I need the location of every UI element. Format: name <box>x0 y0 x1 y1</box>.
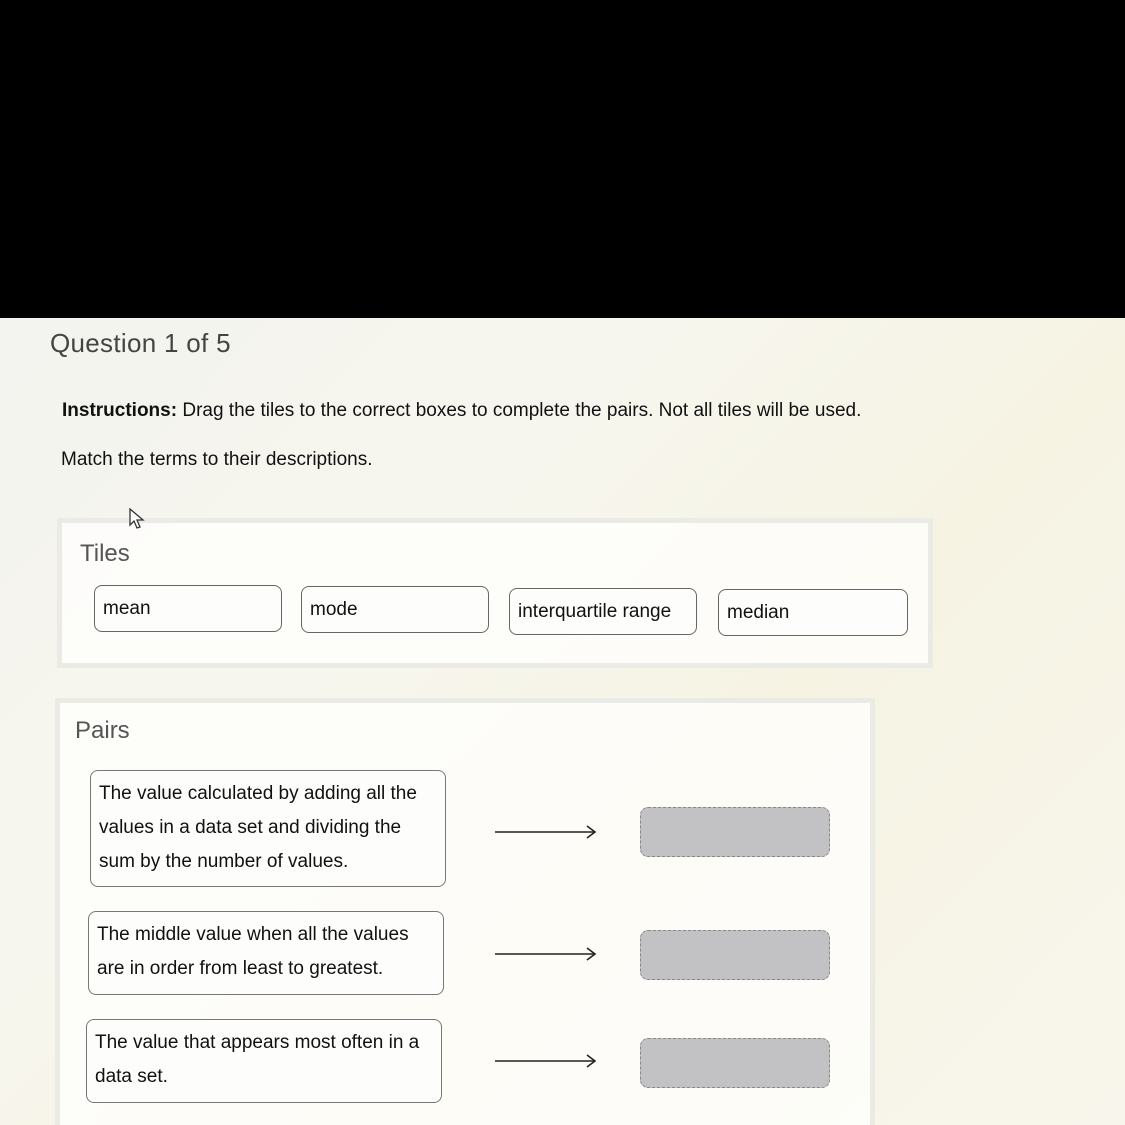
instructions <box>62 400 861 422</box>
arrow-right-icon <box>495 825 597 839</box>
drop-box[interactable] <box>640 930 830 980</box>
tile-mode[interactable]: mode <box>301 586 489 633</box>
tile-mean[interactable]: mean <box>94 585 282 632</box>
pairs-panel <box>55 698 875 1125</box>
tiles-panel <box>57 518 933 668</box>
tile-median[interactable]: median <box>718 589 908 636</box>
drop-box[interactable] <box>640 807 830 857</box>
pair-description: The value that appears most often in a data set. <box>86 1019 442 1103</box>
arrow-right-icon <box>495 1054 597 1068</box>
arrow-right-icon <box>495 947 597 961</box>
mouse-pointer-icon <box>128 508 146 530</box>
match-prompt: Match the terms to their descriptions. <box>61 449 373 470</box>
instructions-label: Instructions: <box>62 400 178 421</box>
pair-description: The value calculated by adding all the values in a data set and dividing the sum by the number of values. <box>90 770 446 887</box>
question-title: Question 1 of 5 <box>50 328 231 358</box>
quiz-screen <box>0 318 1125 1125</box>
tiles-heading: Tiles <box>80 540 130 567</box>
pairs-heading: Pairs <box>75 717 130 744</box>
instructions-text: Drag the tiles to the correct boxes to complete the pairs. Not all tiles will be used. <box>177 400 862 421</box>
drop-box[interactable] <box>640 1038 830 1088</box>
tile-interquartile-range[interactable]: interquartile range <box>509 588 697 635</box>
pair-description: The middle value when all the values are in order from least to greatest. <box>88 911 444 995</box>
